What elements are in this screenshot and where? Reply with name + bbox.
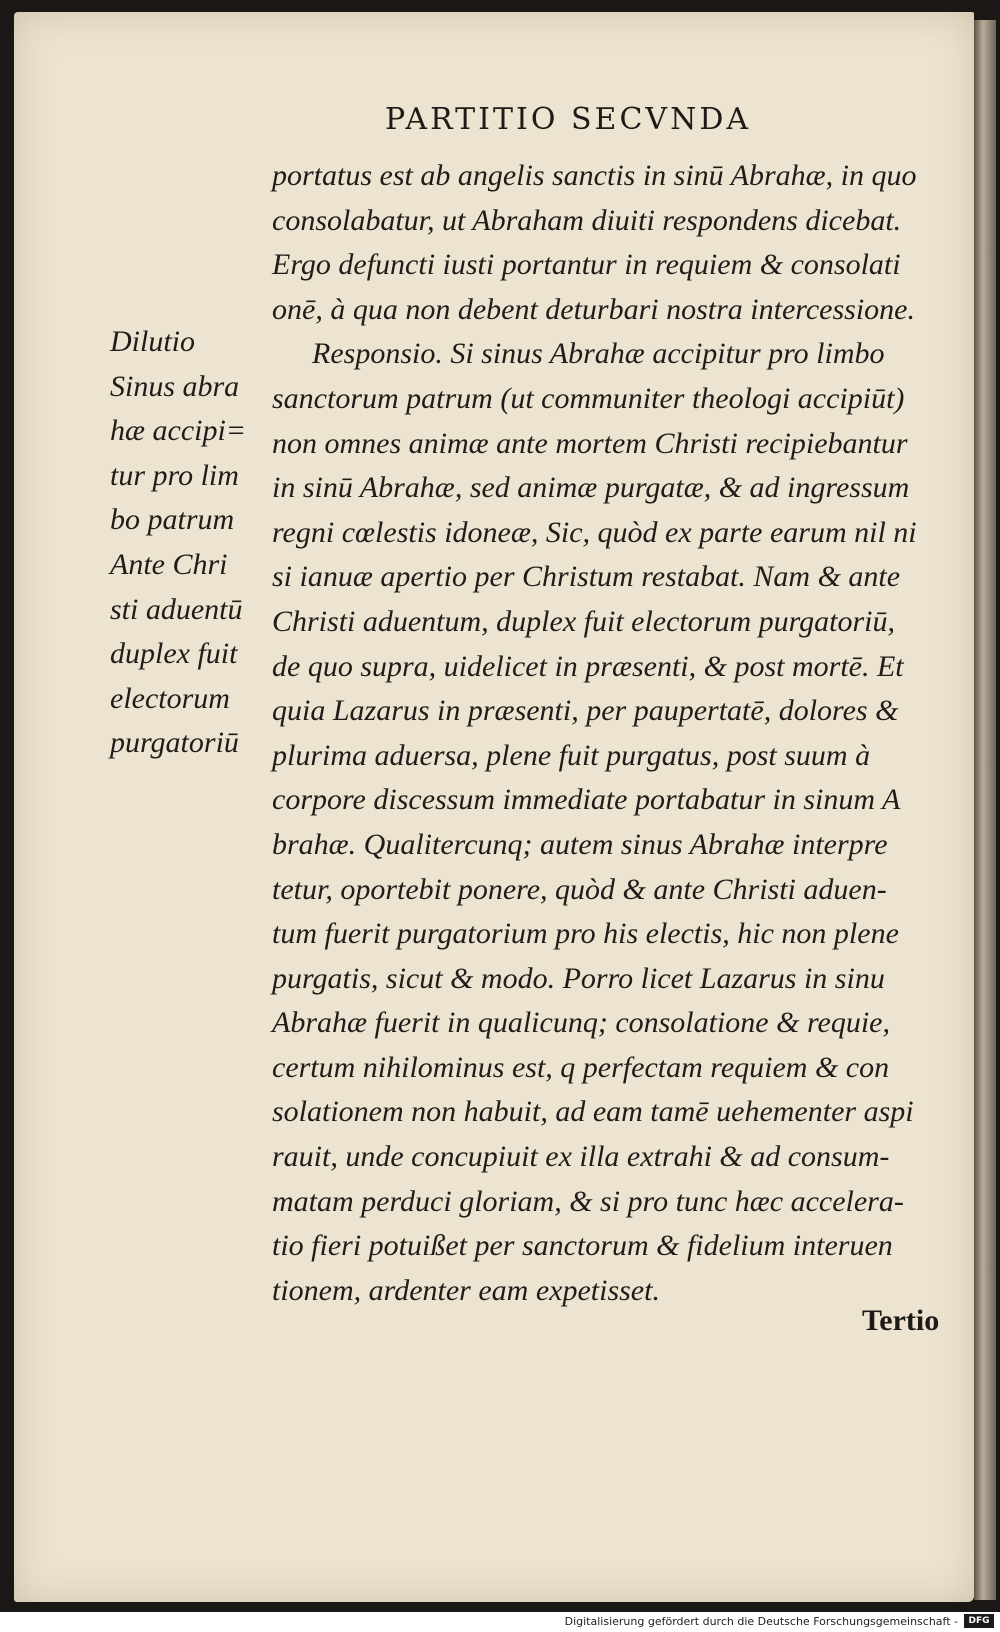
text-line: tum fuerit purgatorium pro his electis, hic non plene (272, 917, 899, 951)
text-line: Ergo defuncti iusti portantur in requiem & consolati (272, 248, 901, 282)
text-line: portatus est ab angelis sanctis in sinū Abrahæ, in quo (272, 159, 917, 192)
margin-note-line: purgatoriū (110, 726, 239, 760)
text-line: rauit, unde concupiuit ex illa extrahi & ad consum- (272, 1140, 890, 1174)
margin-note-line: electorum (110, 681, 230, 715)
margin-note-line: hæ accipi= (110, 414, 247, 448)
text-line: de quo supra, uidelicet in præsenti, & post mortē. Et (272, 649, 904, 683)
margin-note-line: tur pro lim (110, 458, 239, 492)
text-line: regni cœlestis idoneæ, Sic, quòd ex parte earum nil ni (272, 515, 917, 549)
text-line: non omnes animæ ante mortem Christi recipiebantur (272, 426, 908, 460)
book-gutter (974, 20, 996, 1600)
text-line: consolabatur, ut Abraham diuiti respondens dicebat. (272, 203, 902, 237)
margin-notes (110, 320, 270, 766)
catchword: Tertio (862, 1304, 940, 1337)
digitization-footer (0, 1612, 1000, 1632)
text-line: sanctorum patrum (ut communiter theologi accipiūt) (272, 381, 905, 415)
body-text (272, 154, 950, 1313)
text-line: onē, à qua non debent deturbari nostra intercessione. (272, 292, 915, 326)
text-line: quia Lazarus in præsenti, per paupertatē, dolores & (272, 694, 899, 728)
dfg-logo: DFG (964, 1614, 994, 1628)
text-line: solationem non habuit, ad eam tamē uehementer aspi (272, 1095, 914, 1129)
text-line: tio fieri potuißet per sanctorum & fidelium interuen (272, 1229, 893, 1263)
margin-note-line: duplex fuit (110, 637, 238, 671)
text-line: si ianuæ apertio per Christum restabat. Nam & ante (272, 560, 901, 594)
margin-note-line: bo patrum (110, 503, 235, 537)
text-line: plurima aduersa, plene fuit purgatus, post suum à (272, 738, 871, 772)
text-line: Christi aduentum, duplex fuit electorum purgatoriū, (272, 604, 896, 638)
text-line: brahæ. Qualitercunq; autem sinus Abrahæ interpre (272, 827, 888, 861)
text-line: Responsio. Si sinus Abrahæ accipitur pro limbo (312, 337, 885, 371)
text-line: certum nihilominus est, q perfectam requiem & con (272, 1050, 890, 1084)
margin-note-line: Dilutio (110, 325, 196, 358)
footer-credit: Digitalisierung gefördert durch die Deutsche Forschungsgemeinschaft - (564, 1615, 958, 1628)
margin-note-line: Sinus abra (110, 369, 240, 403)
running-head: PARTITIO SECVNDA (385, 102, 752, 137)
text-line: corpore discessum immediate portabatur in sinum A (272, 783, 901, 817)
text-line: tionem, ardenter eam expetisset. (272, 1273, 660, 1307)
text-line: tetur, oportebit ponere, quòd & ante Christi aduen- (272, 872, 887, 906)
margin-note-line: sti aduentū (110, 592, 243, 626)
text-line: Abrahæ fuerit in qualicunq; consolatione & requie, (272, 1006, 890, 1040)
text-line: matam perduci gloriam, & si pro tunc hæc accelera- (272, 1184, 904, 1218)
text-line: in sinū Abrahæ, sed animæ purgatæ, & ad ingressum (272, 471, 910, 505)
text-line: purgatis, sicut & modo. Porro licet Lazarus in sinu (272, 961, 885, 995)
margin-note-line: Ante Chri (110, 547, 228, 581)
